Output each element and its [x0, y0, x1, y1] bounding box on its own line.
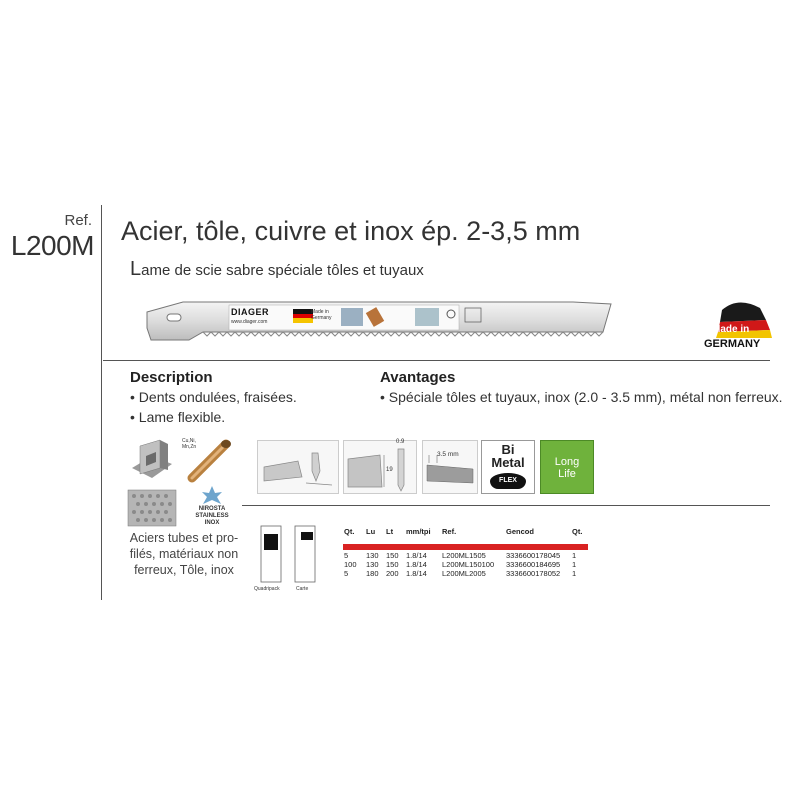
product-title: Acier, tôle, cuivre et inox ép. 2-3,5 mm: [121, 216, 581, 246]
col-header: mm/tpi: [406, 527, 431, 536]
description-title: Description: [130, 369, 213, 386]
made-in-germany-badge: [700, 298, 780, 356]
col-header: Qt.: [344, 527, 355, 536]
table-row: [343, 569, 588, 578]
nirosta-line: STAINLESS: [195, 513, 229, 519]
table-cell: 5: [344, 569, 349, 578]
table-cell: 1.8/14: [406, 560, 427, 569]
horizontal-divider: [103, 360, 770, 361]
materials-text: Aciers tubes et pro- filés, matériaux non ferreux, Tôle, inox: [129, 531, 239, 577]
nirosta-label: [184, 506, 240, 527]
table-cell: L200ML1505: [442, 551, 486, 560]
table-cell: L200ML150100: [442, 560, 495, 569]
bimetal-line1: Bi: [501, 442, 515, 457]
description-bullet: • Dents ondulées, fraisées.: [130, 389, 297, 405]
horizontal-divider: [242, 505, 770, 506]
blade-made-in: [311, 309, 332, 321]
blade-brand: DIAGER: [231, 307, 270, 317]
blade-dimensions-icon: [343, 440, 417, 494]
thickness-label: 0.9: [396, 439, 405, 445]
col-header: Lu: [366, 527, 376, 536]
advantages-bullet: • Spéciale tôles et tuyaux, inox (2.0 - 3.5 mm), métal non ferreux.: [380, 389, 783, 405]
table-cell: 3336600178045: [506, 551, 561, 560]
copper-label: Cu,Ni, Mn,Zn: [182, 438, 197, 450]
col-header: Ref.: [442, 527, 457, 536]
table-header-row: [343, 527, 588, 543]
table-cell: 3336600184695: [506, 560, 561, 569]
germany-flag-icon: [293, 309, 313, 323]
table-row: [343, 551, 588, 560]
carte-icon: [292, 524, 318, 586]
table-cell: 1.8/14: [406, 569, 427, 578]
col-header: Lt: [386, 527, 394, 536]
description-bullet: • Lame flexible.: [130, 409, 226, 425]
col-header: Gencod: [506, 527, 534, 536]
table-cell: 1.8/14: [406, 551, 427, 560]
table-cell: 3336600178052: [506, 569, 561, 578]
table-cell: 1: [572, 560, 577, 569]
height-label: 19: [386, 467, 393, 473]
saw-blade-image: [133, 292, 613, 350]
nirosta-line: INOX: [204, 520, 220, 526]
table-cell: 1: [572, 551, 577, 560]
table-cell: 100: [344, 560, 357, 569]
spec-table: [343, 527, 588, 578]
bimetal-line3: FLEX: [499, 477, 517, 484]
blade-made-line2: Germany: [311, 315, 332, 321]
made-in-line2: GERMANY: [704, 338, 761, 350]
made-in-line1: Made in: [712, 324, 750, 335]
pitch-label: 3.5 mm: [437, 451, 459, 458]
steel-profile-icon: [126, 438, 178, 482]
blade-website: www.diager.com: [231, 319, 268, 325]
ref-code: L200M: [10, 230, 94, 261]
nirosta-line: NIROSTA: [198, 506, 226, 512]
table-cell: 5: [344, 551, 349, 560]
nirosta-stainless-icon: [184, 484, 240, 528]
long-life-icon: [540, 440, 594, 494]
tooth-pitch-icon: [422, 440, 478, 494]
copper-tube-icon: [182, 438, 234, 484]
longlife-line1: Long: [554, 456, 580, 468]
subtitle-rest: ame de scie sabre spéciale tôles et tuyaux: [141, 262, 424, 279]
bimetal-line2: Metal: [491, 455, 525, 470]
quadripack-icon: [258, 524, 284, 586]
subtitle-initial: L: [130, 258, 142, 280]
quadripack-label: Quadripack: [254, 586, 280, 592]
table-cell: 150: [386, 551, 399, 560]
table-row: [343, 560, 588, 569]
table-cell: 200: [386, 569, 399, 578]
table-cell: 180: [366, 569, 379, 578]
table-cell: 130: [366, 560, 379, 569]
table-cell: 130: [366, 551, 379, 560]
wavy-teeth-icon: [257, 440, 339, 494]
carte-label: Carte: [296, 586, 309, 592]
bimetal-flex-icon: [481, 440, 535, 494]
table-cell: L200ML2005: [442, 569, 486, 578]
col-header: Qt.: [572, 527, 583, 536]
ref-label: Ref.: [64, 212, 92, 229]
table-cell: 150: [386, 560, 399, 569]
sheet-metal-icon: [126, 486, 180, 530]
product-subtitle: [130, 258, 424, 281]
vertical-divider: [101, 205, 102, 600]
table-cell: 1: [572, 569, 577, 578]
advantages-title: Avantages: [380, 369, 456, 386]
longlife-line2: Life: [558, 468, 576, 480]
blade-made-line1: Made in: [311, 309, 329, 315]
